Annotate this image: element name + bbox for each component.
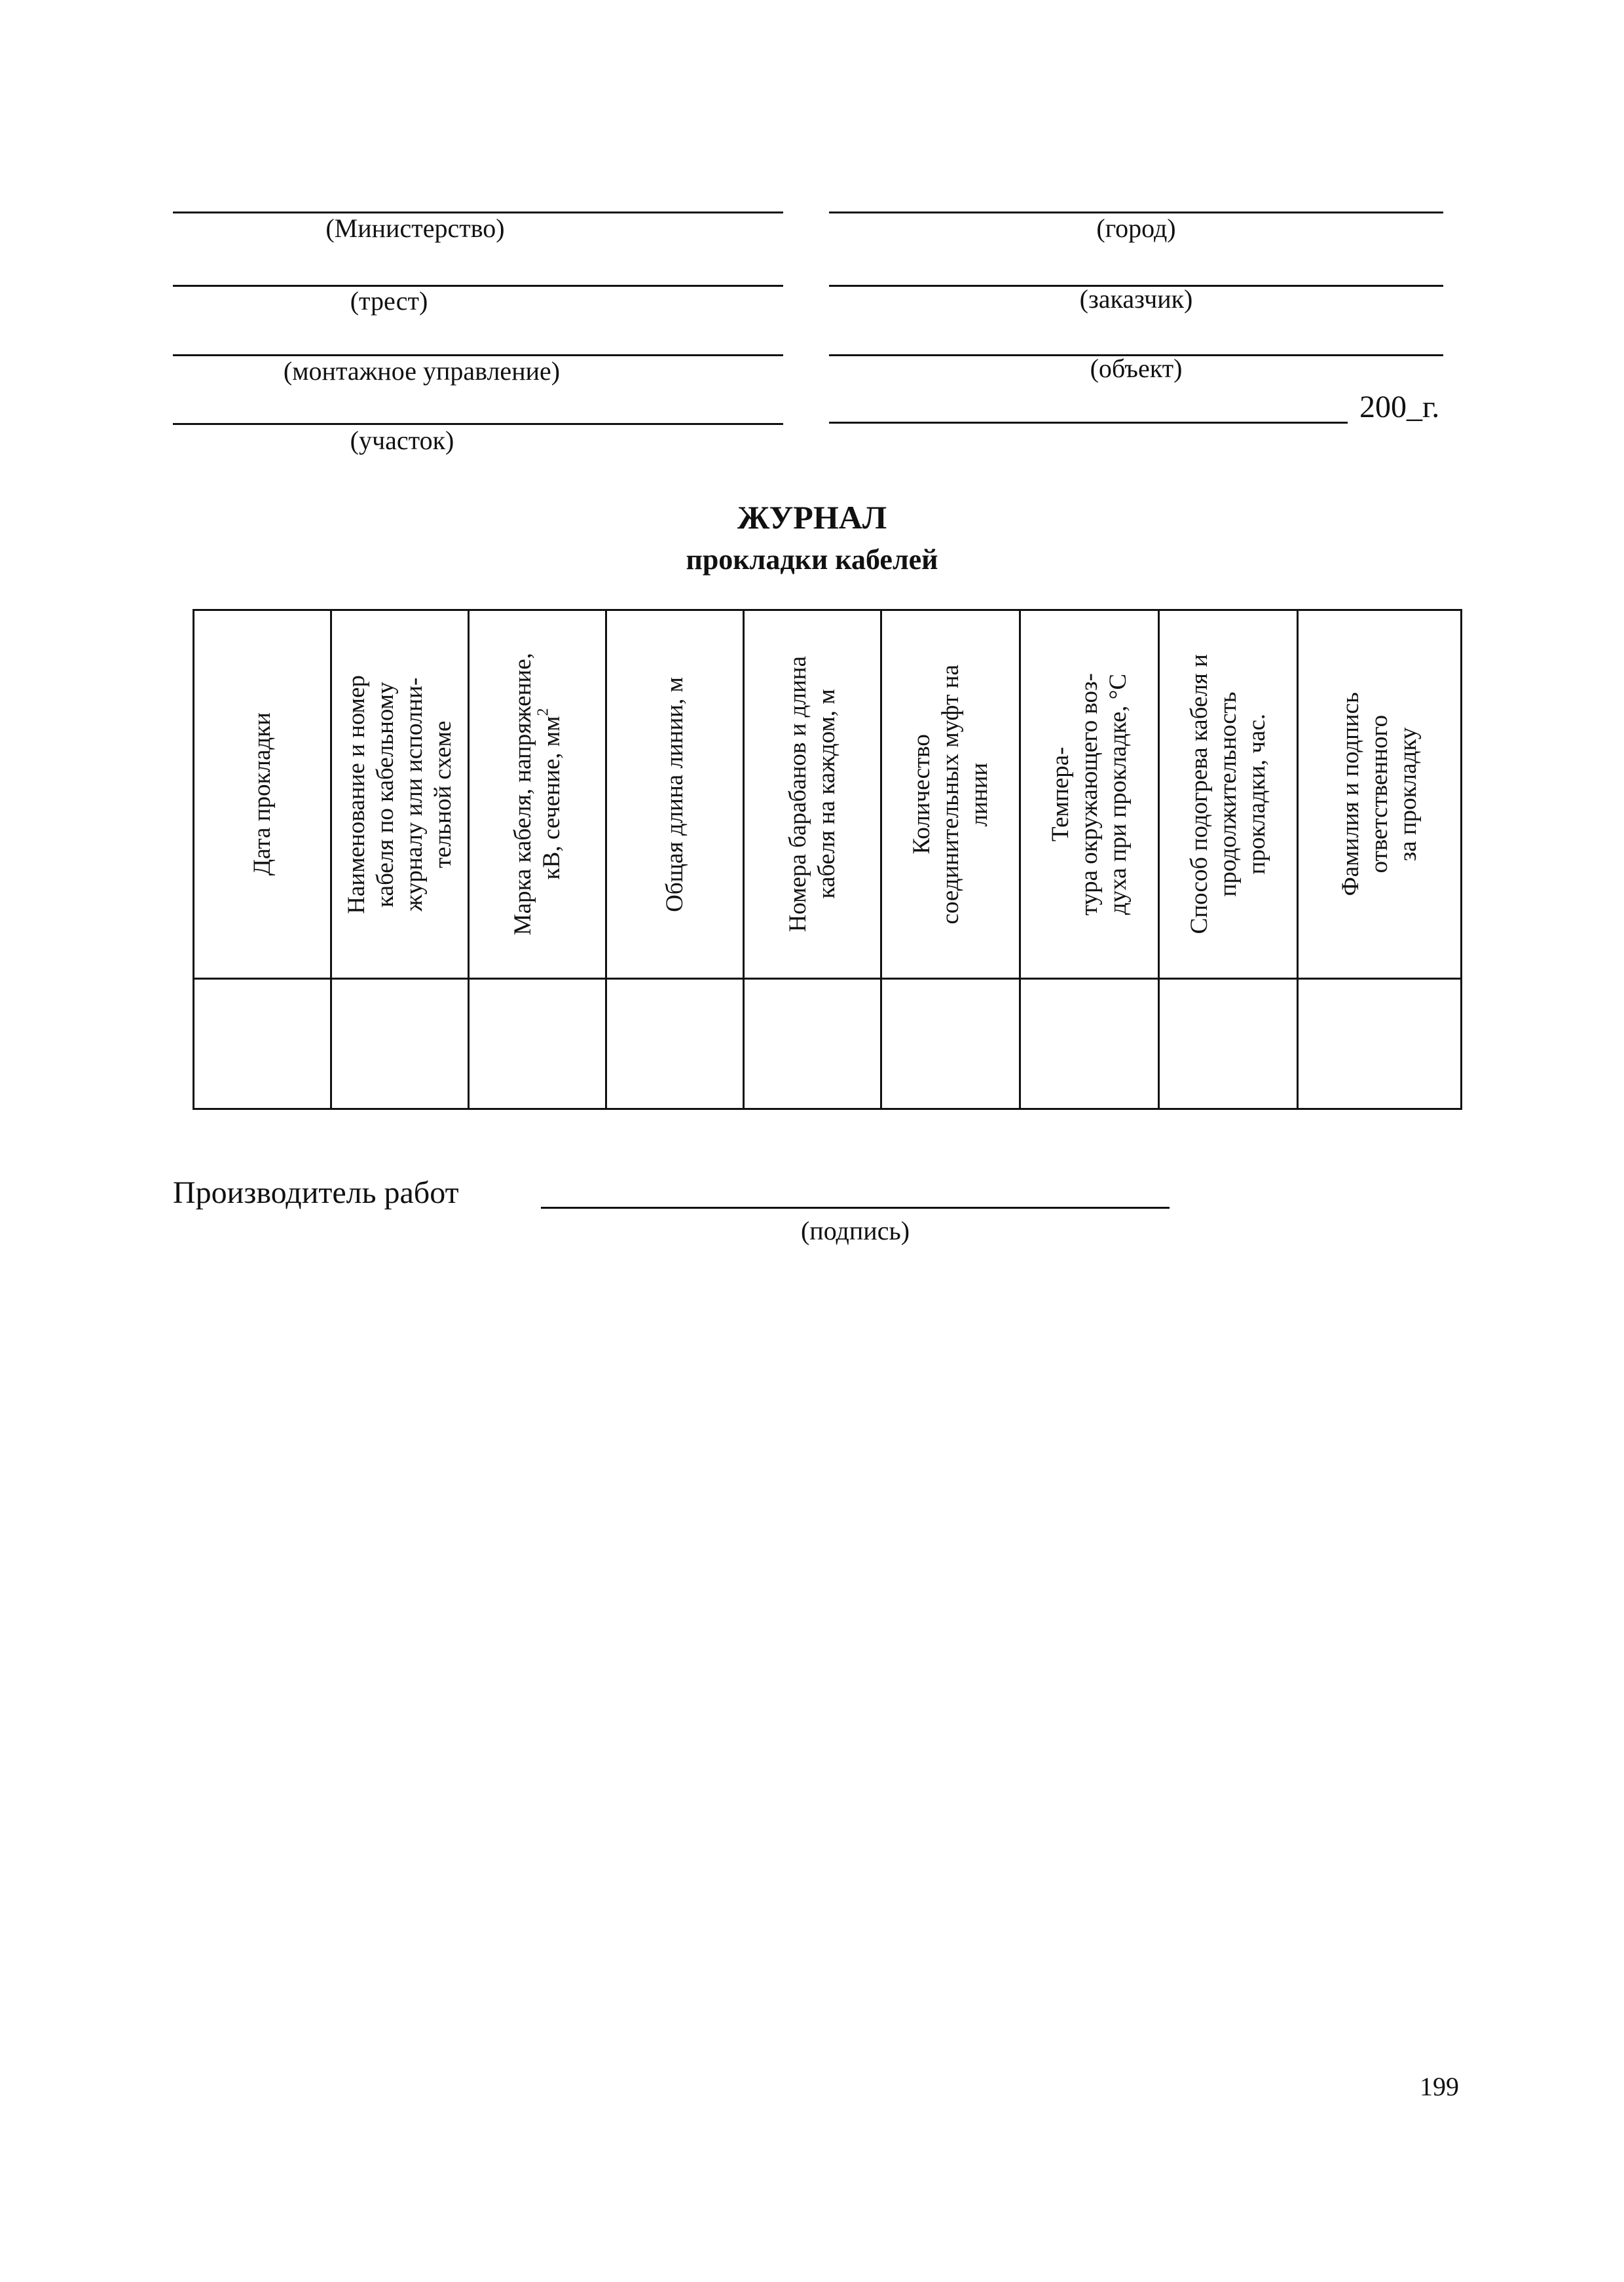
column-header-label: Способ подогрева кабеля и продолжительность прокладки, час. bbox=[1185, 654, 1270, 934]
table-cell-air-temperature[interactable] bbox=[1020, 979, 1159, 1109]
section-line[interactable] bbox=[173, 423, 783, 425]
cable-laying-table bbox=[193, 609, 1462, 1110]
column-header-joint-count bbox=[881, 610, 1020, 979]
table-cell-total-length[interactable] bbox=[606, 979, 744, 1109]
installation-department-caption: (монтажное управление) bbox=[283, 356, 561, 386]
column-header-label: Темпера- тура окружающего воз- духа при прокладке, °С bbox=[1046, 672, 1132, 916]
customer-caption: (заказчик) bbox=[1079, 284, 1193, 314]
year-suffix: 200_г. bbox=[1359, 390, 1440, 424]
column-header-laying-date bbox=[194, 610, 331, 979]
ministry-caption: (Министерство) bbox=[325, 213, 505, 243]
city-caption: (город) bbox=[1096, 213, 1176, 243]
column-header-air-temperature bbox=[1020, 610, 1159, 979]
signature-caption: (подпись) bbox=[800, 1216, 910, 1245]
column-header-label: Наименование и номер кабеля по кабельному журналу или исполни- тельной схеме bbox=[342, 674, 456, 914]
column-header-label: Общая длина линии, м bbox=[661, 676, 688, 912]
journal-title: ЖУРНАЛ bbox=[737, 499, 887, 536]
table-cell-cable-grade[interactable] bbox=[469, 979, 606, 1109]
column-header-label: Марка кабеля, напряжение, кВ, сечение, мм bbox=[509, 653, 565, 936]
column-header-cable-grade bbox=[469, 610, 606, 979]
superscript-squared: 2 bbox=[534, 709, 552, 717]
table-cell-laying-date[interactable] bbox=[194, 979, 331, 1109]
page-number: 199 bbox=[1420, 2072, 1459, 2101]
column-header-label-wrap bbox=[509, 653, 566, 935]
column-header-drum-numbers bbox=[744, 610, 881, 979]
journal-subtitle: прокладки кабелей bbox=[686, 543, 938, 576]
signature-line[interactable] bbox=[541, 1207, 1170, 1209]
work-producer-label: Производитель работ bbox=[173, 1175, 459, 1210]
table-cell-drum-numbers[interactable] bbox=[744, 979, 881, 1109]
object-caption: (объект) bbox=[1090, 354, 1183, 383]
trust-caption: (трест) bbox=[350, 286, 428, 316]
column-header-total-length bbox=[606, 610, 744, 979]
column-header-label: Номера барабанов и длина кабеля на каждом, м bbox=[784, 656, 840, 932]
column-header-label: Дата прокладки bbox=[248, 712, 276, 876]
table-header-row bbox=[194, 610, 1462, 979]
table-cell-cable-name[interactable] bbox=[331, 979, 469, 1109]
date-line[interactable] bbox=[829, 422, 1348, 424]
column-header-responsible-signature bbox=[1298, 610, 1462, 979]
table-cell-heating-method[interactable] bbox=[1159, 979, 1298, 1109]
table-row bbox=[194, 979, 1462, 1109]
section-caption: (участок) bbox=[350, 426, 454, 455]
column-header-heating-method bbox=[1159, 610, 1298, 979]
table-cell-joint-count[interactable] bbox=[881, 979, 1020, 1109]
column-header-label: Количество соединительных муфт на линии bbox=[908, 664, 993, 925]
table-cell-responsible-signature[interactable] bbox=[1298, 979, 1462, 1109]
column-header-cable-name bbox=[331, 610, 469, 979]
column-header-label: Фамилия и подпись ответственного за прокладку bbox=[1337, 692, 1422, 896]
